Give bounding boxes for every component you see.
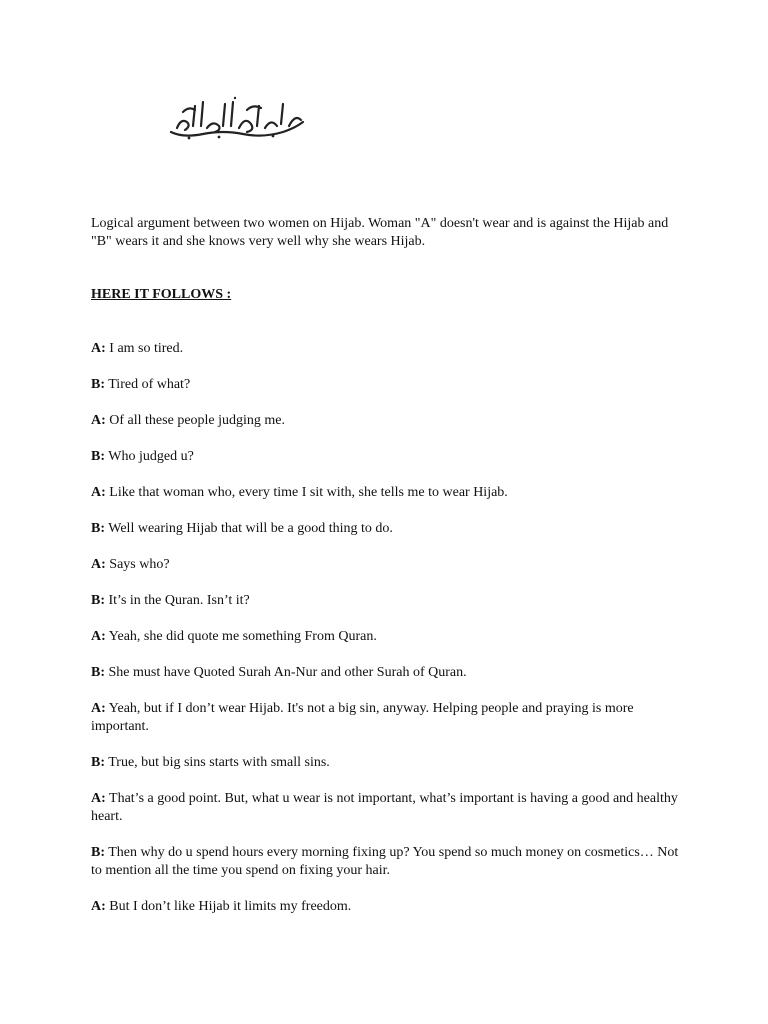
intro-paragraph: Logical argument between two women on Hijab. Woman "A" doesn't wear and is against the Hijab and "B" wears it and she knows very well why she wears Hijab. bbox=[91, 216, 669, 249]
dialogue-line bbox=[91, 412, 691, 430]
dialogue-text: Like that woman who, every time I sit with, she tells me to wear Hijab. bbox=[109, 485, 508, 500]
speaker-label: A: bbox=[91, 557, 106, 572]
dialogue-line bbox=[91, 700, 691, 736]
dialogue-line bbox=[91, 628, 691, 646]
speaker-label: A: bbox=[91, 341, 106, 356]
dialogue-line bbox=[91, 376, 691, 394]
dialogue-text: I am so tired. bbox=[109, 341, 184, 356]
dialogue-text: Then why do u spend hours every morning fixing up? You spend so much money on cosmetics… Not to mention all the time you spend on fixing your hair. bbox=[91, 845, 679, 878]
dialogue-line bbox=[91, 484, 691, 502]
dialogue-text: Yeah, she did quote me something From Quran. bbox=[108, 629, 377, 644]
speaker-label: A: bbox=[91, 899, 106, 914]
dialogue-text: Who judged u? bbox=[108, 449, 194, 464]
dialogue-line bbox=[91, 556, 691, 574]
speaker-label: B: bbox=[91, 755, 105, 770]
speaker-label: B: bbox=[91, 521, 105, 536]
dialogue-text: True, but big sins starts with small sins. bbox=[108, 755, 330, 770]
speaker-label: B: bbox=[91, 593, 105, 608]
speaker-label: A: bbox=[91, 413, 106, 428]
dialogue-line bbox=[91, 520, 691, 538]
dialogue-line bbox=[91, 592, 691, 610]
speaker-label: B: bbox=[91, 377, 105, 392]
speaker-label: A: bbox=[91, 791, 106, 806]
dialogue-text: Says who? bbox=[109, 557, 170, 572]
dialogue-line bbox=[91, 754, 691, 772]
dialogue-line bbox=[91, 844, 691, 880]
bismillah-calligraphy bbox=[163, 92, 309, 142]
speaker-label: B: bbox=[91, 665, 105, 680]
speaker-label: B: bbox=[91, 845, 105, 860]
dialogue-line bbox=[91, 340, 691, 358]
dialogue-line bbox=[91, 448, 691, 466]
dialogue-text: Well wearing Hijab that will be a good thing to do. bbox=[108, 521, 393, 536]
dialogue-line bbox=[91, 790, 691, 826]
section-heading: HERE IT FOLLOWS : bbox=[91, 287, 232, 302]
speaker-label: A: bbox=[91, 629, 106, 644]
speaker-label: A: bbox=[91, 485, 106, 500]
dialogue-list bbox=[91, 340, 691, 934]
dialogue-text: But I don’t like Hijab it limits my freedom. bbox=[109, 899, 352, 914]
dialogue-text: That’s a good point. But, what u wear is not important, what’s important is having a good and healthy heart. bbox=[91, 791, 678, 824]
dialogue-line bbox=[91, 664, 691, 682]
dialogue-text: Of all these people judging me. bbox=[109, 413, 286, 428]
speaker-label: B: bbox=[91, 449, 105, 464]
dialogue-text: Tired of what? bbox=[108, 377, 191, 392]
dialogue-text: Yeah, but if I don’t wear Hijab. It's not a big sin, anyway. Helping people and praying is more important. bbox=[91, 701, 634, 734]
speaker-label: A: bbox=[91, 701, 106, 716]
dialogue-text: It’s in the Quran. Isn’t it? bbox=[108, 593, 250, 608]
dialogue-text: She must have Quoted Surah An-Nur and other Surah of Quran. bbox=[108, 665, 467, 680]
dialogue-line bbox=[91, 898, 691, 916]
